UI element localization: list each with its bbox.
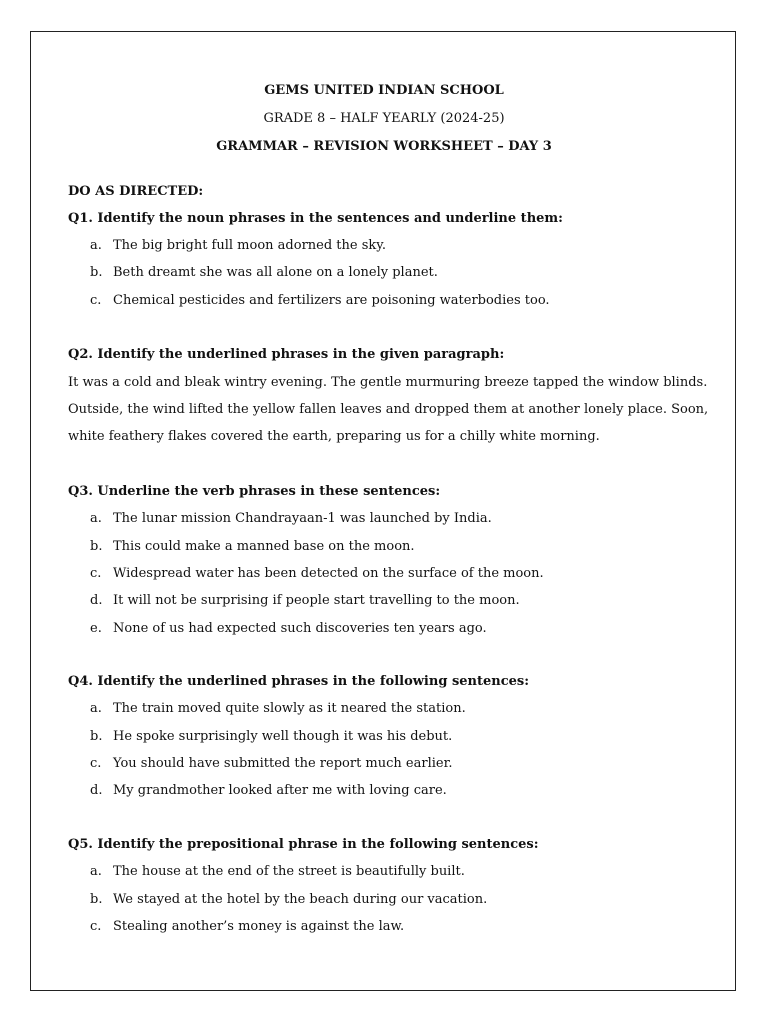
item-marker: e. xyxy=(90,621,102,636)
item-text: Stealing another’s money is against the law. xyxy=(113,919,405,934)
q3-title: Q3. Underline the verb phrases in these sentences: xyxy=(68,484,441,499)
item-text: My grandmother looked after me with loving care. xyxy=(113,783,447,798)
item-marker: b. xyxy=(90,892,103,907)
item-marker: b. xyxy=(90,265,103,280)
item-marker: c. xyxy=(90,756,102,771)
q4-title: Q4. Identify the underlined phrases in the following sentences: xyxy=(68,674,530,689)
item-marker: c. xyxy=(90,293,102,308)
item-text: He spoke surprisingly well though it was his debut. xyxy=(113,729,453,744)
item-text: The lunar mission Chandrayaan-1 was launched by India. xyxy=(113,511,492,526)
paragraph-line: white feathery flakes covered the earth, preparing us for a chilly white morning. xyxy=(68,429,600,444)
item-text: We stayed at the hotel by the beach during our vacation. xyxy=(113,892,488,907)
q5-title: Q5. Identify the prepositional phrase in the following sentences: xyxy=(68,837,539,852)
item-marker: c. xyxy=(90,919,102,934)
school-name: GEMS UNITED INDIAN SCHOOL xyxy=(264,83,504,98)
item-text: Beth dreamt she was all alone on a lonely planet. xyxy=(113,265,438,280)
item-marker: c. xyxy=(90,566,102,581)
item-marker: d. xyxy=(90,783,103,798)
item-text: The house at the end of the street is beautifully built. xyxy=(113,864,465,879)
item-marker: d. xyxy=(90,593,103,608)
item-text: The train moved quite slowly as it neared the station. xyxy=(113,701,466,716)
paragraph-line: It was a cold and bleak wintry evening. The gentle murmuring breeze tapped the window blinds. xyxy=(68,375,708,390)
worksheet-title: GRAMMAR – REVISION WORKSHEET – DAY 3 xyxy=(216,139,552,154)
q2-title: Q2. Identify the underlined phrases in the given paragraph: xyxy=(68,347,505,362)
item-text: This could make a manned base on the moon. xyxy=(113,539,415,554)
item-marker: a. xyxy=(90,701,102,716)
exam-title: GRADE 8 – HALF YEARLY (2024-25) xyxy=(263,111,505,126)
item-text: Widespread water has been detected on the surface of the moon. xyxy=(113,566,544,581)
item-text: The big bright full moon adorned the sky. xyxy=(113,238,387,253)
item-marker: a. xyxy=(90,238,102,253)
q2-paragraph xyxy=(68,369,708,450)
item-text: You should have submitted the report much earlier. xyxy=(113,756,453,771)
q1-title: Q1. Identify the noun phrases in the sentences and underline them: xyxy=(68,211,563,226)
item-text: Chemical pesticides and fertilizers are poisoning waterbodies too. xyxy=(113,293,550,308)
item-marker: b. xyxy=(90,539,103,554)
paragraph-line: Outside, the wind lifted the yellow fallen leaves and dropped them at another lonely place. Soon, xyxy=(68,402,709,417)
item-text: It will not be surprising if people start travelling to the moon. xyxy=(113,593,520,608)
item-marker: a. xyxy=(90,864,102,879)
item-marker: b. xyxy=(90,729,103,744)
item-text: None of us had expected such discoveries ten years ago. xyxy=(113,621,487,636)
instruction-heading: DO AS DIRECTED: xyxy=(68,184,204,199)
item-marker: a. xyxy=(90,511,102,526)
